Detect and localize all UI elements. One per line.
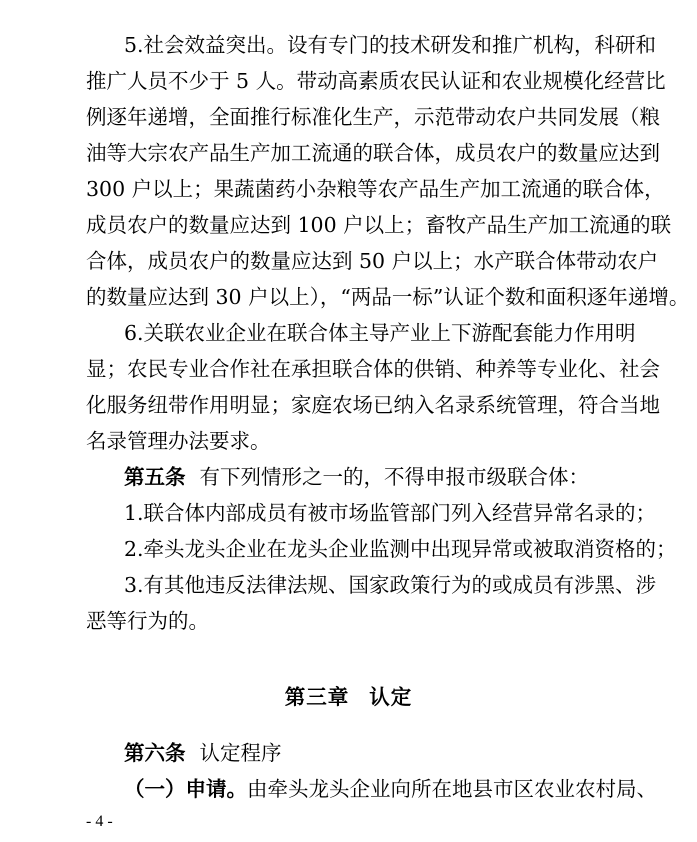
article-6-heading: 第六条: [124, 741, 186, 765]
paragraph-5-line-5: 300 户以上；果蔬菌药小杂粮等农产品生产加工流通的联合体，: [86, 177, 665, 201]
step-1: [124, 774, 657, 804]
step-1-heading: （一）申请。: [124, 777, 247, 801]
article-5-item-1: 1.联合体内部成员有被市场监管部门列入经营异常名录的；: [124, 501, 657, 525]
paragraph-5-line-8: 的数量应达到 30 户以上），“两品一标”认证个数和面积逐年递增。: [86, 285, 690, 309]
article-5-item-3-line-2: 恶等行为的。: [86, 609, 209, 633]
page-number: - 4 -: [86, 813, 113, 830]
article-5-item-3-line-1: 3.有其他违反法律法规、国家政策行为的或成员有涉黑、涉: [124, 573, 657, 597]
article-5-heading: 第五条: [124, 465, 186, 489]
chapter-number: 第三章: [284, 685, 350, 709]
paragraph-5-line-6: 成员农户的数量应达到 100 户以上；畜牧产品生产加工流通的联: [86, 213, 672, 237]
paragraph-5-line-7: 合体，成员农户的数量应达到 50 户以上；水产联合体带动农户: [86, 249, 659, 273]
paragraph-5-line-2: 推广人员不少于 5 人。带动高素质农民认证和农业规模化经营比: [86, 69, 666, 93]
article-5-text: 有下列情形之一的，不得申报市级联合体：: [199, 465, 589, 489]
paragraph-5-line-4: 油等大宗农产品生产加工流通的联合体，成员农户的数量应达到: [86, 141, 660, 165]
paragraph-6-line-4: 名录管理办法要求。: [86, 429, 271, 453]
chapter-title: 认定: [369, 685, 413, 709]
paragraph-5-line-3: 例逐年递增，全面推行标准化生产，示范带动农户共同发展（粮: [86, 105, 660, 129]
article-5-item-2: 2.牵头龙头企业在龙头企业监测中出现异常或被取消资格的；: [124, 537, 677, 561]
step-1-text: 由牵头龙头企业向所在地县市区农业农村局、: [247, 777, 657, 801]
article-6-text: 认定程序: [199, 741, 282, 765]
article-5: [124, 462, 614, 492]
paragraph-6-line-1: 6.关联农业企业在联合体主导产业上下游配套能力作用明: [124, 321, 636, 345]
article-6: [124, 738, 614, 768]
paragraph-5-line-1: 5.社会效益突出。设有专门的技术研发和推广机构，科研和: [124, 33, 657, 57]
paragraph-6-line-3: 化服务纽带作用明显；家庭农场已纳入名录系统管理，符合当地: [86, 393, 660, 417]
paragraph-6-line-2: 显；农民专业合作社在承担联合体的供销、种养等专业化、社会: [86, 357, 660, 381]
chapter-heading: [0, 682, 697, 712]
